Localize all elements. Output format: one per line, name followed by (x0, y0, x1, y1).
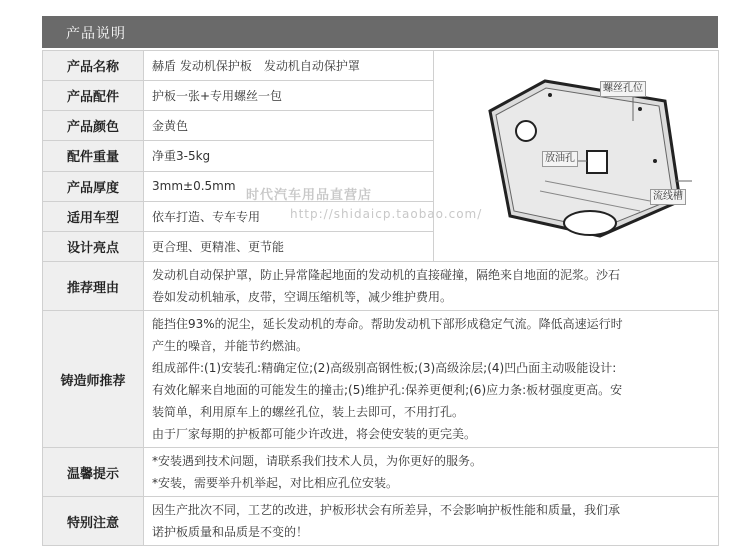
text-line: 发动机自动保护罩，防止异常隆起地面的发动机的直接碰撞，隔绝来自地面的泥浆。沙石 (152, 268, 621, 282)
callout-oil-drain: 放油孔 (542, 151, 578, 167)
text-line: 由于厂家每期的护板都可能少许改进，将会使安装的更完美。 (152, 427, 477, 441)
text-line: 装简单，利用原车上的螺丝孔位，装上去即可，不用打孔。 (152, 405, 465, 419)
text-line: 因生产批次不同，工艺的改进，护板形状会有所差异，不会影响护板性能和质量，我们承 (152, 503, 621, 517)
tips-label: 温馨提示 (43, 448, 144, 497)
spec-value: 金黄色 (144, 111, 434, 141)
recommend-text (144, 262, 719, 311)
callout-flow-groove: 流线槽 (650, 189, 686, 205)
watermark-url: http://shidaicp.taobao.com/ (290, 207, 483, 221)
table-row (43, 448, 719, 497)
section-header (42, 16, 718, 48)
engineer-label: 铸造师推荐 (43, 311, 144, 448)
engineer-text (144, 311, 719, 448)
spec-value: 赫盾 发动机保护板 发动机自动保护罩 (144, 51, 434, 81)
spec-label: 产品配件 (43, 81, 144, 111)
text-line: 组成部件:(1)安装孔:精确定位;(2)高级别高钢性板;(3)高级涂层;(4)凹凸面主动吸能设计: (152, 361, 617, 375)
special-text (144, 497, 719, 546)
table-row (43, 51, 719, 81)
table-row (43, 262, 719, 311)
text-line: 能挡住93%的泥尘，延长发动机的寿命。帮助发动机下部形成稳定气流。降低高速运行时 (152, 317, 623, 331)
tips-text (144, 448, 719, 497)
spec-label: 产品厚度 (43, 171, 144, 201)
spec-value: 更合理、更精准、更节能 (144, 231, 434, 261)
spec-value: 净重3-5kg (144, 141, 434, 171)
text-line: *安装，需要举升机举起，对比相应孔位安装。 (152, 476, 399, 490)
text-line: 卷如发动机轴承，皮带，空调压缩机等，减少维护费用。 (152, 290, 453, 304)
spec-value: 3mm±0.5mm (144, 171, 434, 201)
text-line: 诺护板质量和品质是不变的！ (152, 525, 309, 539)
callout-screw-holes: 螺丝孔位 (600, 81, 646, 97)
product-image-cell (434, 51, 719, 262)
text-line: 有效化解来自地面的可能发生的撞击;(5)维护孔:保养更便利;(6)应力条:板材强度更高。安 (152, 383, 623, 397)
spec-value: 护板一张+专用螺丝一包 (144, 81, 434, 111)
text-line: 产生的噪音，并能节约燃油。 (152, 339, 309, 353)
watermark-store-name: 时代汽车用品直营店 (246, 188, 373, 203)
spec-label: 配件重量 (43, 141, 144, 171)
spec-table (42, 50, 719, 546)
text-line: *安装遇到技术问题，请联系我们技术人员，为你更好的服务。 (152, 454, 483, 468)
spec-label: 适用车型 (43, 201, 144, 231)
spec-value: 依车打造、专车专用 (144, 201, 434, 231)
spec-label: 产品颜色 (43, 111, 144, 141)
section-title: 产品说明 (66, 26, 126, 42)
table-row (43, 497, 719, 546)
spec-label: 设计亮点 (43, 231, 144, 261)
special-label: 特别注意 (43, 497, 144, 546)
table-row (43, 311, 719, 448)
spec-label: 产品名称 (43, 51, 144, 81)
product-image (450, 51, 702, 261)
recommend-label: 推荐理由 (43, 262, 144, 311)
